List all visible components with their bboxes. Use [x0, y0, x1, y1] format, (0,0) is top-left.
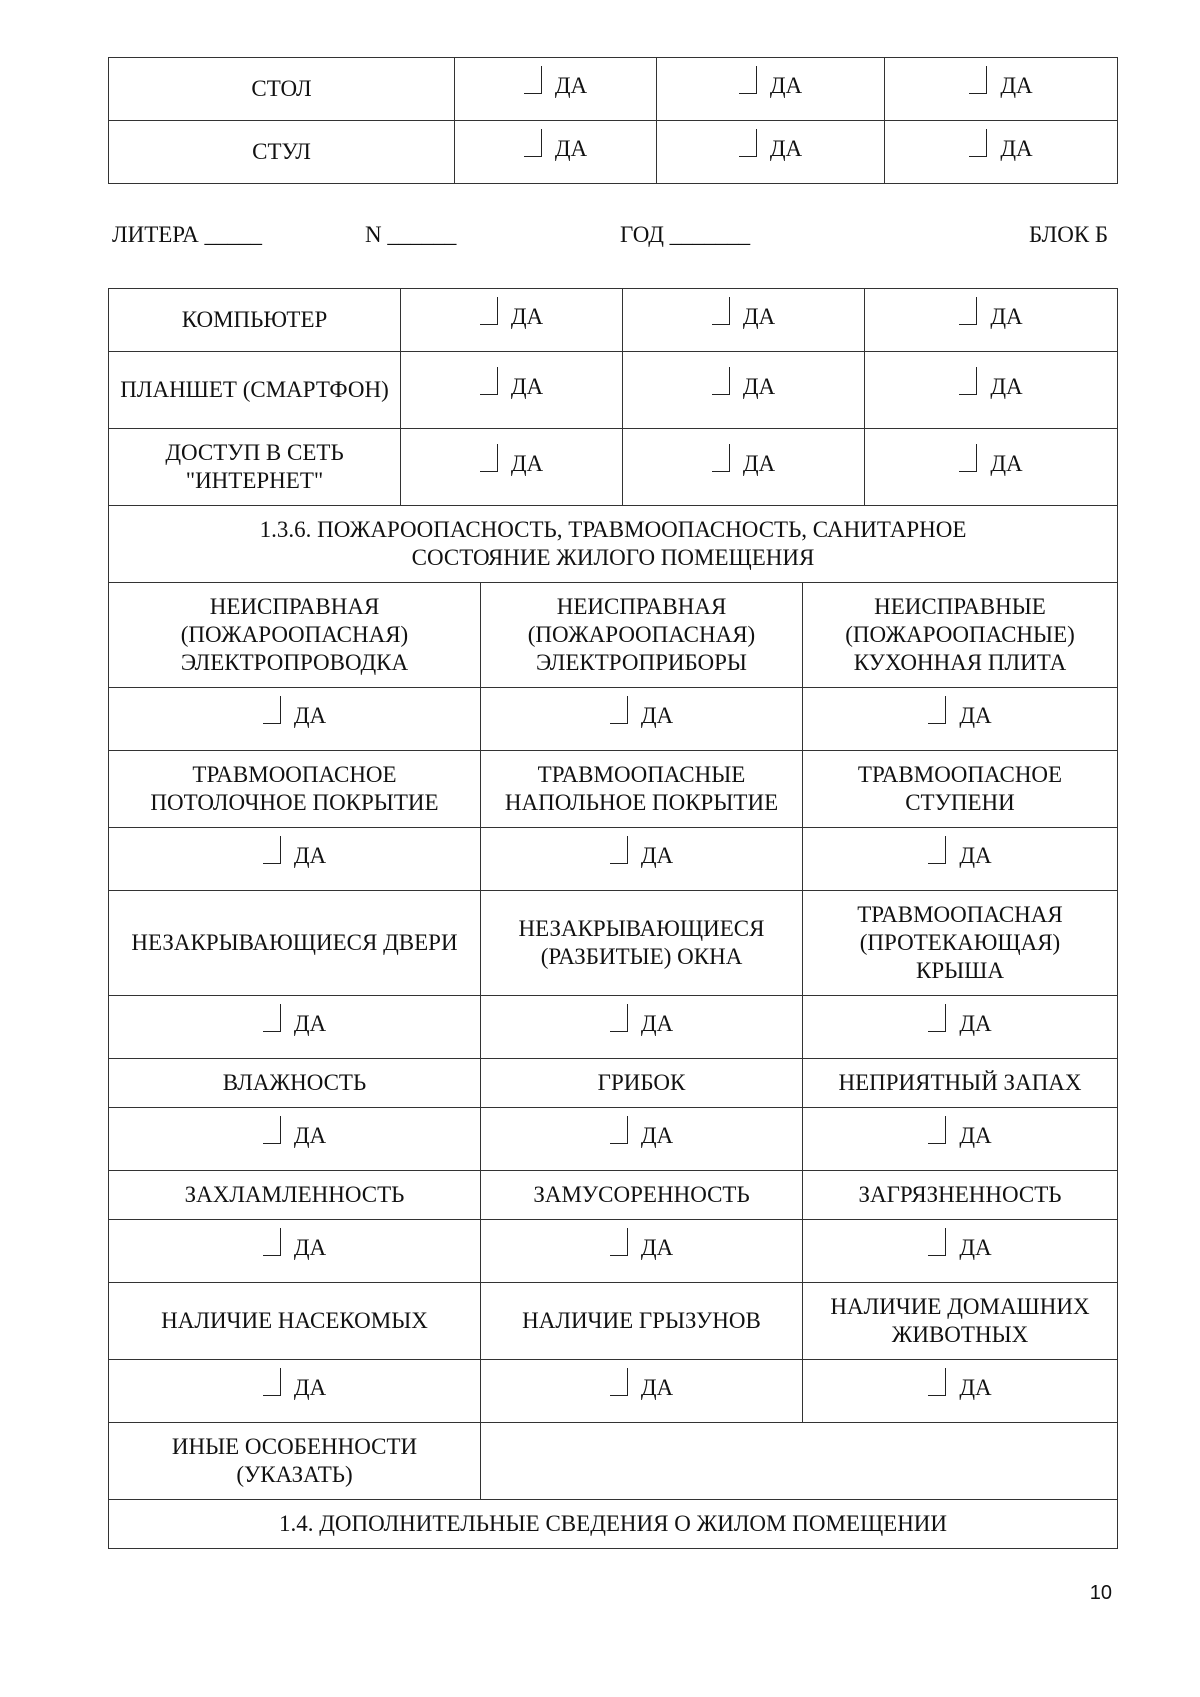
checkbox-label: ДА [293, 702, 327, 728]
hazard-label: НЕИСПРАВНАЯ (ПОЖАРООПАСНАЯ) ЭЛЕКТРОПРИБОРЫ [481, 583, 803, 688]
checkbox[interactable] [928, 1234, 991, 1262]
checkbox-label: ДА [510, 450, 544, 476]
checkbox-cell [885, 121, 1118, 184]
table-row [109, 583, 1118, 688]
checkbox-box[interactable] [739, 66, 757, 94]
table-row [109, 1360, 1118, 1423]
checkbox-cell [865, 352, 1118, 429]
checkbox-box[interactable] [959, 367, 977, 395]
row-label: СТУЛ [109, 121, 455, 184]
checkbox-cell [803, 1108, 1118, 1171]
checkbox-box[interactable] [712, 297, 730, 325]
checkbox[interactable] [928, 1010, 991, 1038]
checkbox-box[interactable] [928, 1228, 946, 1256]
checkbox-box[interactable] [480, 297, 498, 325]
hazards-table [108, 505, 1118, 1549]
hazard-label: ТРАВМООПАСНЫЕ НАПОЛЬНОЕ ПОКРЫТИЕ [481, 751, 803, 828]
checkbox-label: ДА [510, 303, 544, 329]
checkbox-cell [401, 352, 623, 429]
checkbox-label: ДА [990, 373, 1023, 399]
checkbox[interactable] [712, 303, 775, 331]
checkbox-label: ДА [959, 702, 992, 728]
checkbox-cell [481, 688, 803, 751]
table-row [109, 289, 1118, 352]
checkbox-box[interactable] [263, 696, 281, 724]
checkbox-label: ДА [293, 1234, 327, 1260]
checkbox-box[interactable] [928, 836, 946, 864]
checkbox[interactable] [480, 450, 543, 478]
checkbox-cell [455, 121, 657, 184]
table-row [109, 828, 1118, 891]
hazard-label: НАЛИЧИЕ ДОМАШНИХ ЖИВОТНЫХ [803, 1283, 1118, 1360]
row-label: ДОСТУП В СЕТЬ "ИНТЕРНЕТ" [109, 429, 401, 506]
checkbox-label: ДА [293, 1122, 327, 1148]
hazard-label: НЕПРИЯТНЫЙ ЗАПАХ [803, 1059, 1118, 1108]
checkbox[interactable] [928, 1374, 991, 1402]
hazard-label: НЕИСПРАВНЫЕ (ПОЖАРООПАСНЫЕ) КУХОННАЯ ПЛИТА [803, 583, 1118, 688]
checkbox-label: ДА [640, 842, 674, 868]
checkbox-cell [481, 828, 803, 891]
checkbox-box[interactable] [928, 1368, 946, 1396]
checkbox-label: ДА [293, 1010, 327, 1036]
checkbox-label: ДА [554, 135, 588, 161]
checkbox-box[interactable] [928, 696, 946, 724]
checkbox-label: ДА [640, 1374, 674, 1400]
checkbox-cell [481, 1108, 803, 1171]
block-label: БЛОК Б [1029, 222, 1109, 247]
checkbox[interactable] [524, 72, 587, 100]
checkbox-label: ДА [990, 450, 1023, 476]
checkbox-label: ДА [293, 1374, 327, 1400]
checkbox-box[interactable] [480, 367, 498, 395]
section-title: 1.3.6. ПОЖАРООПАСНОСТЬ, ТРАВМООПАСНОСТЬ, САНИТАРНОЕ СОСТОЯНИЕ ЖИЛОГО ПОМЕЩЕНИЯ [109, 506, 1118, 583]
devices-table [108, 288, 1118, 506]
checkbox-cell [401, 289, 623, 352]
checkbox-box[interactable] [969, 66, 987, 94]
checkbox-cell [109, 1360, 481, 1423]
checkbox-box[interactable] [610, 696, 628, 724]
checkbox-label: ДА [742, 303, 776, 329]
checkbox-box[interactable] [739, 129, 757, 157]
checkbox-box[interactable] [263, 1368, 281, 1396]
checkbox-label: ДА [1000, 72, 1033, 98]
checkbox[interactable] [263, 702, 326, 730]
checkbox-label: ДА [510, 373, 544, 399]
hazard-label: ГРИБОК [481, 1059, 803, 1108]
table-row [109, 429, 1118, 506]
checkbox-box[interactable] [712, 367, 730, 395]
checkbox-box[interactable] [610, 1368, 628, 1396]
checkbox[interactable] [610, 842, 673, 870]
table-row [109, 1220, 1118, 1283]
checkbox-cell [623, 289, 865, 352]
checkbox-cell [803, 1220, 1118, 1283]
table-row [109, 352, 1118, 429]
checkbox[interactable] [712, 373, 775, 401]
row-label: КОМПЬЮТЕР [109, 289, 401, 352]
page-number: 10 [1089, 1582, 1112, 1604]
checkbox-label: ДА [640, 702, 674, 728]
checkbox-box[interactable] [480, 444, 498, 472]
checkbox-cell [803, 828, 1118, 891]
checkbox[interactable] [969, 135, 1032, 163]
table-row [109, 1423, 1118, 1500]
checkbox-cell [109, 688, 481, 751]
checkbox-box[interactable] [969, 129, 987, 157]
checkbox-box[interactable] [263, 1116, 281, 1144]
checkbox[interactable] [610, 1122, 673, 1150]
checkbox-label: ДА [293, 842, 327, 868]
hazard-label: НЕИСПРАВНАЯ (ПОЖАРООПАСНАЯ) ЭЛЕКТРОПРОВОДКА [109, 583, 481, 688]
checkbox[interactable] [959, 303, 1022, 331]
checkbox-label: ДА [742, 450, 776, 476]
checkbox-box[interactable] [712, 444, 730, 472]
hazard-label: ЗАГРЯЗНЕННОСТЬ [803, 1171, 1118, 1220]
checkbox[interactable] [959, 373, 1022, 401]
checkbox-label: ДА [959, 842, 992, 868]
checkbox-box[interactable] [263, 836, 281, 864]
checkbox[interactable] [610, 1374, 673, 1402]
table-row [109, 121, 1118, 184]
checkbox-cell [401, 429, 623, 506]
table-row [109, 996, 1118, 1059]
checkbox-cell [109, 1108, 481, 1171]
table-row [109, 688, 1118, 751]
checkbox-label: ДА [959, 1122, 992, 1148]
checkbox-cell [481, 1360, 803, 1423]
checkbox[interactable] [610, 1234, 673, 1262]
checkbox-label: ДА [640, 1122, 674, 1148]
hazard-label: НЕЗАКРЫВАЮЩИЕСЯ (РАЗБИТЫЕ) ОКНА [481, 891, 803, 996]
checkbox-cell [865, 429, 1118, 506]
checkbox-label: ДА [640, 1010, 674, 1036]
checkbox[interactable] [610, 1010, 673, 1038]
furniture-table [108, 57, 1118, 184]
checkbox[interactable] [263, 842, 326, 870]
litera-field[interactable]: ЛИТЕРА _____ [112, 222, 263, 247]
hazard-label: ЗАХЛАМЛЕННОСТЬ [109, 1171, 481, 1220]
checkbox-label: ДА [990, 303, 1023, 329]
number-field[interactable]: N ______ [365, 222, 457, 247]
checkbox-cell [803, 996, 1118, 1059]
checkbox-label: ДА [769, 72, 803, 98]
checkbox-box[interactable] [610, 1116, 628, 1144]
year-field[interactable]: ГОД _______ [620, 222, 751, 247]
other-features-field[interactable] [481, 1423, 1118, 1500]
checkbox[interactable] [928, 702, 991, 730]
checkbox-cell [657, 58, 885, 121]
checkbox-cell [455, 58, 657, 121]
table-row [109, 1059, 1118, 1108]
checkbox-label: ДА [959, 1010, 992, 1036]
checkbox-cell [657, 121, 885, 184]
section-title-row [109, 1500, 1118, 1549]
checkbox-label: ДА [959, 1374, 992, 1400]
checkbox-box[interactable] [959, 297, 977, 325]
hazard-label: ВЛАЖНОСТЬ [109, 1059, 481, 1108]
checkbox[interactable] [480, 373, 543, 401]
checkbox-box[interactable] [610, 1228, 628, 1256]
checkbox[interactable] [969, 72, 1032, 100]
hazard-label: ЗАМУСОРЕННОСТЬ [481, 1171, 803, 1220]
hazard-label: НЕЗАКРЫВАЮЩИЕСЯ ДВЕРИ [109, 891, 481, 996]
checkbox[interactable] [263, 1122, 326, 1150]
table-row [109, 58, 1118, 121]
checkbox[interactable] [712, 450, 775, 478]
checkbox-cell [803, 1360, 1118, 1423]
checkbox-box[interactable] [524, 66, 542, 94]
section-title-row [109, 506, 1118, 583]
checkbox-cell [109, 996, 481, 1059]
checkbox-box[interactable] [928, 1116, 946, 1144]
checkbox[interactable] [739, 135, 802, 163]
other-features-label: ИНЫЕ ОСОБЕННОСТИ (УКАЗАТЬ) [109, 1423, 481, 1500]
checkbox-cell [885, 58, 1118, 121]
checkbox-label: ДА [1000, 135, 1033, 161]
table-row [109, 1171, 1118, 1220]
checkbox[interactable] [480, 303, 543, 331]
checkbox-cell [481, 1220, 803, 1283]
checkbox-cell [623, 352, 865, 429]
checkbox-label: ДА [769, 135, 803, 161]
hazard-label: ТРАВМООПАСНОЕ СТУПЕНИ [803, 751, 1118, 828]
checkbox[interactable] [524, 135, 587, 163]
checkbox-box[interactable] [610, 836, 628, 864]
hazard-label: НАЛИЧИЕ НАСЕКОМЫХ [109, 1283, 481, 1360]
checkbox-cell [803, 688, 1118, 751]
checkbox-box[interactable] [524, 129, 542, 157]
row-label: СТОЛ [109, 58, 455, 121]
checkbox[interactable] [928, 842, 991, 870]
hazard-label: НАЛИЧИЕ ГРЫЗУНОВ [481, 1283, 803, 1360]
hazard-label: ТРАВМООПАСНАЯ (ПРОТЕКАЮЩАЯ) КРЫША [803, 891, 1118, 996]
checkbox-label: ДА [959, 1234, 992, 1260]
checkbox-cell [109, 828, 481, 891]
checkbox-box[interactable] [928, 1004, 946, 1032]
checkbox[interactable] [263, 1234, 326, 1262]
table-row [109, 1283, 1118, 1360]
checkbox[interactable] [739, 72, 802, 100]
checkbox[interactable] [928, 1122, 991, 1150]
checkbox-cell [109, 1220, 481, 1283]
checkbox-label: ДА [640, 1234, 674, 1260]
row-label: ПЛАНШЕТ (СМАРТФОН) [109, 352, 401, 429]
checkbox-cell [481, 996, 803, 1059]
checkbox-box[interactable] [263, 1228, 281, 1256]
checkbox-label: ДА [742, 373, 776, 399]
table-row [109, 1108, 1118, 1171]
table-row [109, 751, 1118, 828]
section-title: 1.4. ДОПОЛНИТЕЛЬНЫЕ СВЕДЕНИЯ О ЖИЛОМ ПОМЕЩЕНИИ [109, 1500, 1118, 1549]
checkbox-cell [865, 289, 1118, 352]
checkbox-box[interactable] [610, 1004, 628, 1032]
hazard-label: ТРАВМООПАСНОЕ ПОТОЛОЧНОЕ ПОКРЫТИЕ [109, 751, 481, 828]
table-row [109, 891, 1118, 996]
checkbox[interactable] [263, 1010, 326, 1038]
checkbox-box[interactable] [263, 1004, 281, 1032]
checkbox[interactable] [263, 1374, 326, 1402]
checkbox-box[interactable] [959, 444, 977, 472]
checkbox[interactable] [610, 702, 673, 730]
checkbox[interactable] [959, 450, 1022, 478]
checkbox-label: ДА [554, 72, 588, 98]
checkbox-cell [623, 429, 865, 506]
